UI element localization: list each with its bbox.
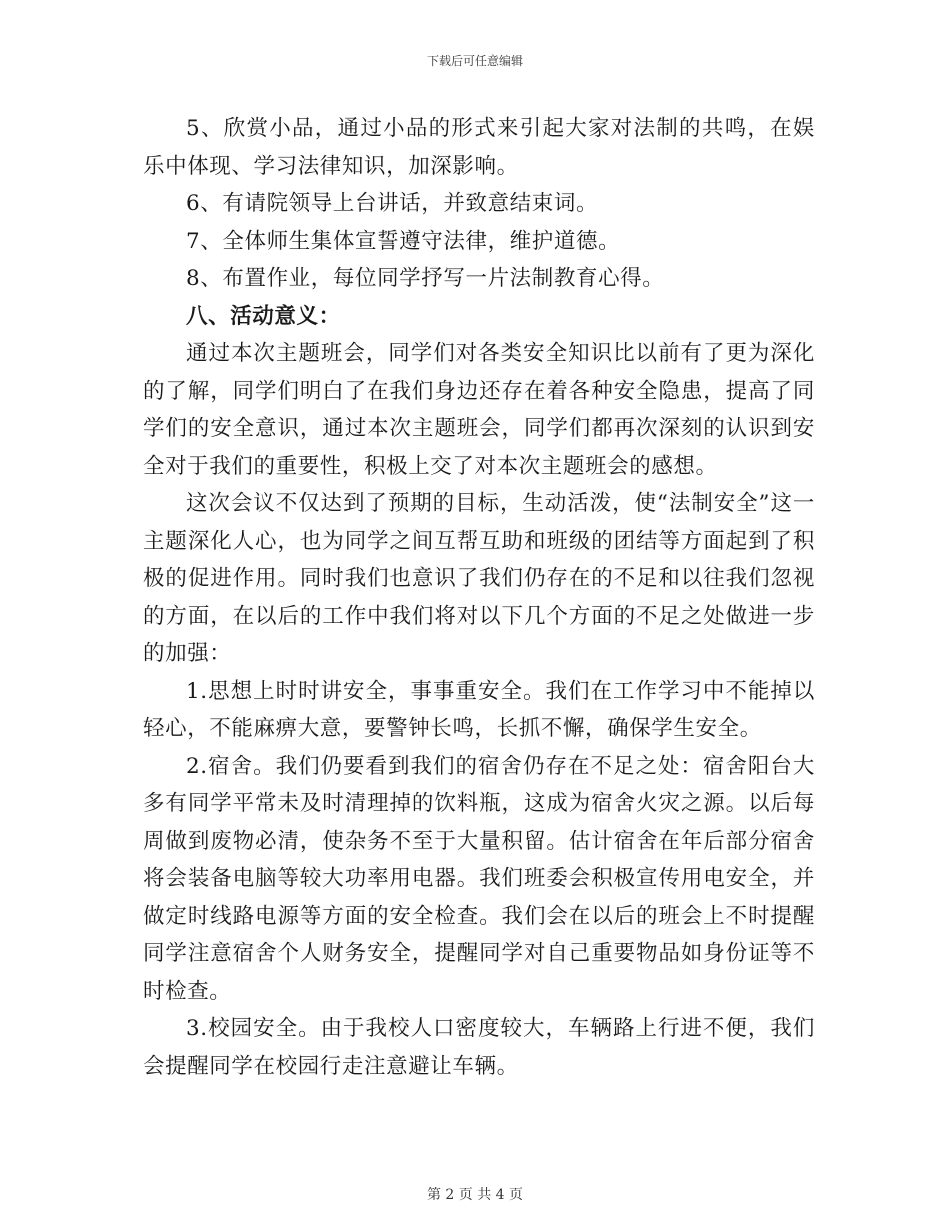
page-footer: 第 2 页 共 4 页 (426, 1187, 524, 1203)
paragraph-point-1: 1.思想上时时讲安全，事事重安全。我们在工作学习中不能掉以轻心，不能麻痹大意，要警钟长鸣，长抓不懈，确保学生安全。 (143, 678, 815, 741)
paragraph-item-7: 7、全体师生集体宣誓遵守法律，维护道德。 (186, 228, 621, 254)
paragraph-point-3: 3.校园安全。由于我校人口密度较大，车辆路上行进不便，我们会提醒同学在校园行走注意避让车辆。 (143, 1016, 815, 1079)
paragraph-significance-1: 通过本次主题班会，同学们对各类安全知识比以前有了更为深化的了解，同学们明白了在我们身边还存在着各种安全隐患，提高了同学们的安全意识，通过本次主题班会，同学们都再次深刻的认识到安全对于我们的重要性，积极上交了对本次主题班会的感想。 (143, 341, 815, 479)
paragraph-item-5: 5、欣赏小品，通过小品的形式来引起大家对法制的共鸣，在娱乐中体现、学习法律知识，加深影响。 (143, 116, 815, 179)
page-header: 下载后可任意编辑 (426, 54, 523, 68)
paragraph-item-6: 6、有请院领导上台讲话，并致意结束词。 (186, 191, 599, 216)
section-heading-significance: 八、活动意义： (186, 303, 341, 329)
paragraph-significance-2: 这次会议不仅达到了预期的目标，生动活泼，使“法制安全”这一主题深化人心，也为同学之间互帮互助和班级的团结等方面起到了积极的促进作用。同时我们也意识了我们仍存在的不足和以往我们忽视的方面，在以后的工作中我们将对以下几个方面的不足之处做进一步的加强： (143, 491, 815, 666)
paragraph-item-8: 8、布置作业，每位同学抒写一片法制教育心得。 (186, 266, 665, 291)
document-body (143, 110, 815, 1085)
paragraph-point-2: 2.宿舍。我们仍要看到我们的宿舍仍存在不足之处：宿舍阳台大多有同学平常未及时清理掉的饮料瓶，这成为宿舍火灾之源。以后每周做到废物必清，使杂务不至于大量积留。估计宿舍在年后部分宿舍将会装备电脑等较大功率用电器。我们班委会积极宣传用电安全，并做定时线路电源等方面的安全检查。我们会在以后的班会上不时提醒同学注意宿舍个人财务安全，提醒同学对自己重要物品如身份证等不时检查。 (143, 753, 815, 1004)
